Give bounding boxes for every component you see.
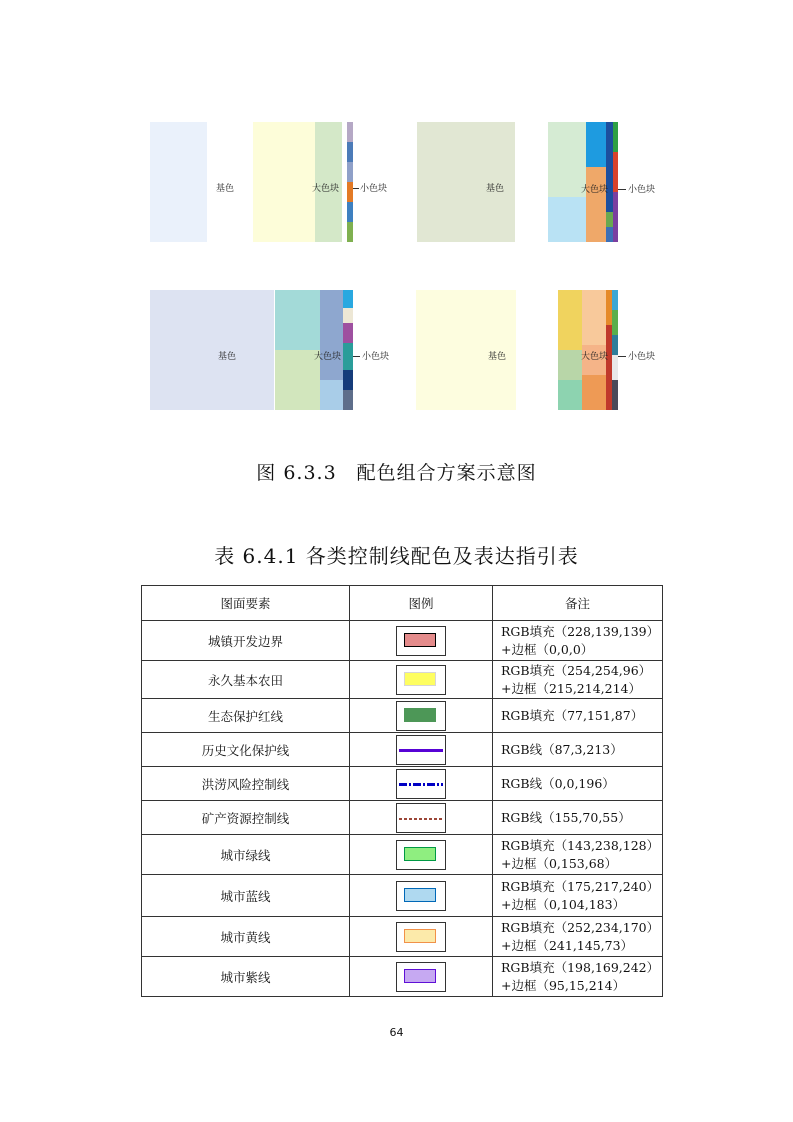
- table-row: [142, 957, 663, 997]
- small-color-block: [347, 142, 353, 162]
- table-row: [142, 835, 663, 875]
- fill-swatch: [404, 633, 436, 647]
- legend-cell: [350, 835, 493, 875]
- legend-symbol: [396, 665, 446, 695]
- big-color-block: [548, 197, 586, 242]
- small-color-block: [343, 308, 353, 323]
- small-color-block: [606, 122, 613, 212]
- note-line: RGB线（87,3,213）: [501, 741, 623, 757]
- fill-swatch: [404, 847, 436, 861]
- table-row: [142, 917, 663, 957]
- note-line: RGB填充（254,254,96）: [501, 662, 652, 678]
- note-cell: [493, 621, 663, 661]
- small-color-block: [347, 222, 353, 242]
- header-legend: 图例: [350, 586, 493, 621]
- base-color-label: 基色: [486, 184, 505, 194]
- legend-cell: [350, 661, 493, 699]
- legend-cell: [350, 801, 493, 835]
- note-line: +边框（241,145,73）: [501, 937, 634, 953]
- small-color-block: [606, 227, 613, 242]
- note-line: RGB填充（198,169,242）: [501, 959, 660, 975]
- note-cell: [493, 767, 663, 801]
- small-color-block: [343, 290, 353, 308]
- leader-line: [618, 189, 626, 190]
- big-color-block: [586, 122, 606, 167]
- big-color-block: [558, 290, 582, 350]
- leader-line: [618, 356, 626, 357]
- note-cell: [493, 661, 663, 699]
- line-swatch: [399, 818, 443, 820]
- header-note: 备注: [493, 586, 663, 621]
- big-color-block: [586, 167, 606, 242]
- small-color-block: [343, 323, 353, 343]
- small-color-block: [347, 162, 353, 182]
- element-name: 生态保护红线: [142, 699, 350, 733]
- legend-symbol: [396, 881, 446, 911]
- element-name: 矿产资源控制线: [142, 801, 350, 835]
- big-color-label: 大色块: [581, 352, 609, 362]
- legend-cell: [350, 699, 493, 733]
- note-line: +边框（0,0,0）: [501, 641, 594, 657]
- small-color-block: [606, 212, 613, 227]
- note-line: +边框（215,214,214）: [501, 680, 641, 696]
- small-color-block: [612, 355, 618, 380]
- note-line: RGB填充（175,217,240）: [501, 878, 660, 894]
- fill-swatch: [404, 969, 436, 983]
- note-cell: [493, 917, 663, 957]
- table-caption: 表 6.4.1 各类控制线配色及表达指引表: [214, 544, 579, 568]
- table-row: [142, 733, 663, 767]
- note-line: RGB线（0,0,196）: [501, 775, 615, 791]
- table-row: [142, 621, 663, 661]
- line-swatch: [399, 783, 443, 786]
- base-color-block: [150, 290, 274, 410]
- table-row: [142, 767, 663, 801]
- note-cell: [493, 957, 663, 997]
- legend-symbol: [396, 840, 446, 870]
- small-color-block: [612, 290, 618, 310]
- big-color-block: [582, 290, 606, 345]
- note-cell: [493, 699, 663, 733]
- fill-swatch: [404, 929, 436, 943]
- leader-line: [353, 356, 360, 357]
- line-swatch: [399, 749, 443, 752]
- element-name: 城市绿线: [142, 835, 350, 875]
- big-color-label: 大色块: [314, 352, 342, 362]
- legend-cell: [350, 875, 493, 917]
- note-line: RGB填充（228,139,139）: [501, 623, 660, 639]
- small-color-block: [612, 335, 618, 355]
- legend-cell: [350, 733, 493, 767]
- big-color-block: [320, 380, 343, 410]
- small-color-label: 小色块: [360, 184, 388, 194]
- element-name: 永久基本农田: [142, 661, 350, 699]
- small-color-block: [347, 182, 353, 202]
- small-color-label: 小色块: [628, 352, 656, 362]
- base-color-label: 基色: [218, 352, 237, 362]
- note-cell: [493, 875, 663, 917]
- table-row: [142, 875, 663, 917]
- small-color-block: [343, 370, 353, 390]
- small-color-label: 小色块: [628, 185, 656, 195]
- table-row: [142, 699, 663, 733]
- figure-caption: 图 6.3.3 配色组合方案示意图: [256, 462, 537, 484]
- legend-cell: [350, 917, 493, 957]
- element-name: 城市黄线: [142, 917, 350, 957]
- small-color-block: [612, 380, 618, 410]
- small-color-block: [347, 202, 353, 222]
- header-element: 图面要素: [142, 586, 350, 621]
- legend-cell: [350, 957, 493, 997]
- table-row: [142, 661, 663, 699]
- legend-symbol: [396, 626, 446, 656]
- page-number: 64: [389, 1026, 404, 1039]
- big-color-block: [275, 290, 320, 350]
- element-name: 城市蓝线: [142, 875, 350, 917]
- element-name: 城镇开发边界: [142, 621, 350, 661]
- big-color-block: [320, 290, 343, 380]
- legend-symbol: [396, 769, 446, 799]
- base-color-label: 基色: [488, 352, 507, 362]
- legend-symbol: [396, 922, 446, 952]
- element-name: 城市紫线: [142, 957, 350, 997]
- small-color-block: [613, 152, 618, 192]
- legend-symbol: [396, 962, 446, 992]
- small-color-block: [612, 310, 618, 335]
- note-line: +边框（0,153,68）: [501, 855, 618, 871]
- big-color-block: [558, 380, 582, 410]
- small-color-block: [347, 122, 353, 142]
- legend-cell: [350, 621, 493, 661]
- fill-swatch: [404, 672, 436, 686]
- control-line-table: [141, 585, 663, 997]
- small-color-block: [613, 192, 618, 242]
- base-color-label: 基色: [216, 184, 235, 194]
- big-color-label: 大色块: [312, 184, 340, 194]
- big-color-label: 大色块: [581, 185, 609, 195]
- big-color-block: [253, 122, 315, 242]
- note-line: RGB线（155,70,55）: [501, 809, 631, 825]
- note-cell: [493, 733, 663, 767]
- note-line: RGB填充（77,151,87）: [501, 707, 644, 723]
- legend-symbol: [396, 735, 446, 765]
- table-header-row: [142, 586, 663, 621]
- big-color-block: [558, 350, 582, 380]
- leader-line: [353, 188, 359, 189]
- small-color-label: 小色块: [362, 352, 390, 362]
- fill-swatch: [404, 888, 436, 902]
- element-name: 洪涝风险控制线: [142, 767, 350, 801]
- note-cell: [493, 801, 663, 835]
- fill-swatch: [404, 708, 436, 722]
- element-name: 历史文化保护线: [142, 733, 350, 767]
- table-row: [142, 801, 663, 835]
- base-color-block: [150, 122, 207, 242]
- note-line: +边框（0,104,183）: [501, 896, 626, 912]
- big-color-block: [582, 375, 606, 410]
- legend-cell: [350, 767, 493, 801]
- legend-symbol: [396, 803, 446, 833]
- small-color-block: [343, 390, 353, 410]
- legend-symbol: [396, 701, 446, 731]
- note-line: RGB填充（252,234,170）: [501, 919, 660, 935]
- note-line: +边框（95,15,214）: [501, 977, 626, 993]
- small-color-block: [343, 343, 353, 370]
- note-line: RGB填充（143,238,128）: [501, 837, 660, 853]
- small-color-block: [613, 122, 618, 152]
- note-cell: [493, 835, 663, 875]
